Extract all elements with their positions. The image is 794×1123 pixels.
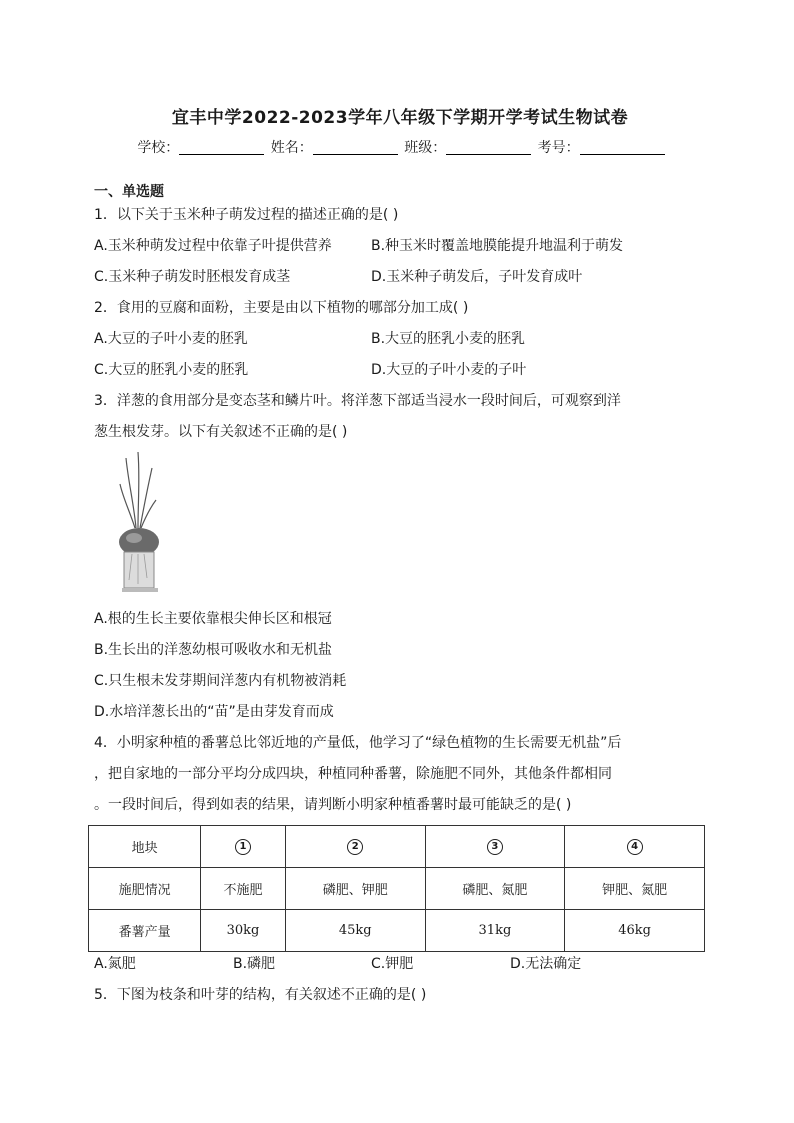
plot-number: 4	[627, 839, 643, 855]
q2-option-b[interactable]: B.大豆的胚乳小麦的胚乳	[371, 331, 526, 347]
q3-option-a[interactable]: A.根的生长主要依靠根尖伸长区和根冠	[94, 611, 332, 627]
name-label: 姓名：	[270, 140, 313, 156]
q1-option-b[interactable]: B.种玉米时覆盖地膜能提升地温利于萌发	[371, 238, 624, 254]
q3-option-c[interactable]: C.只生根未发芽期间洋葱内有机物被消耗	[94, 673, 347, 689]
q2-option-c[interactable]: C.大豆的胚乳小麦的胚乳	[94, 362, 249, 378]
q4-option-c[interactable]: C.钾肥	[371, 956, 414, 972]
q2-stem: 2．食用的豆腐和面粉，主要是由以下植物的哪部分加工成( )	[94, 300, 469, 316]
q4-option-b[interactable]: B.磷肥	[233, 956, 276, 972]
row-header-fertilizer: 施肥情况	[89, 868, 201, 910]
number-label: 考号：	[537, 140, 580, 156]
plot-number: 2	[347, 839, 363, 855]
plot-3-cell	[425, 826, 565, 868]
yield-cell: 31kg	[425, 910, 565, 952]
q1-stem: 1．以下关于玉米种子萌发过程的描述正确的是( )	[94, 207, 399, 223]
school-label: 学校：	[137, 140, 180, 156]
table-row	[89, 868, 705, 910]
name-blank[interactable]	[313, 140, 398, 155]
plot-4-cell	[565, 826, 705, 868]
q4-stem-line-1: 4．小明家种植的番薯总比邻近地的产量低，他学习了“绿色植物的生长需要无机盐”后	[94, 735, 622, 751]
q2-option-a[interactable]: A.大豆的子叶小麦的胚乳	[94, 331, 248, 347]
q3-stem-line-2: 葱生根发芽。以下有关叙述不正确的是( )	[94, 424, 348, 440]
class-label: 班级：	[404, 140, 447, 156]
school-blank[interactable]	[179, 140, 264, 155]
q4-stem-line-3: 。一段时间后，得到如表的结果，请判断小明家种植番薯时最可能缺乏的是( )	[94, 797, 572, 813]
section-heading: 一、单选题	[94, 184, 164, 200]
fertilizer-cell: 磷肥、钾肥	[285, 868, 425, 910]
onion-figure	[114, 450, 162, 598]
q1-option-c[interactable]: C.玉米种子萌发时胚根发育成茎	[94, 269, 291, 285]
q3-stem-line-1: 3．洋葱的食用部分是变态茎和鳞片叶。将洋葱下部适当浸水一段时间后，可观察到洋	[94, 393, 621, 409]
number-blank[interactable]	[580, 140, 665, 155]
q4-stem-line-2: ，把自家地的一部分平均分成四块，种植同种番薯，除施肥不同外，其他条件都相同	[94, 766, 612, 782]
row-header-yield: 番薯产量	[89, 910, 201, 952]
exam-title: 宜丰中学2022-2023学年八年级下学期开学考试生物试卷	[171, 108, 629, 128]
fertilizer-cell: 钾肥、氮肥	[565, 868, 705, 910]
q4-table	[88, 825, 705, 952]
q3-option-b[interactable]: B.生长出的洋葱幼根可吸收水和无机盐	[94, 642, 333, 658]
table-row	[89, 910, 705, 952]
q4-option-a[interactable]: A.氮肥	[94, 956, 136, 972]
fertilizer-cell: 不施肥	[201, 868, 286, 910]
q5-stem: 5．下图为枝条和叶芽的结构，有关叙述不正确的是( )	[94, 987, 427, 1003]
q3-option-d[interactable]: D.水培洋葱长出的“苗”是由芽发育而成	[94, 704, 334, 720]
class-blank[interactable]	[446, 140, 531, 155]
yield-cell: 45kg	[285, 910, 425, 952]
plot-1-cell	[201, 826, 286, 868]
plot-2-cell	[285, 826, 425, 868]
q1-option-a[interactable]: A.玉米种萌发过程中依靠子叶提供营养	[94, 238, 332, 254]
plot-number: 3	[487, 839, 503, 855]
plot-number: 1	[235, 839, 251, 855]
q4-option-d[interactable]: D.无法确定	[510, 956, 582, 972]
q1-option-d[interactable]: D.玉米种子萌发后，子叶发育成叶	[371, 269, 583, 285]
table-row	[89, 826, 705, 868]
student-info-line	[94, 137, 706, 157]
q2-option-d[interactable]: D.大豆的子叶小麦的子叶	[371, 362, 527, 378]
row-header-plot: 地块	[89, 826, 201, 868]
yield-cell: 30kg	[201, 910, 286, 952]
yield-cell: 46kg	[565, 910, 705, 952]
fertilizer-cell: 磷肥、氮肥	[425, 868, 565, 910]
